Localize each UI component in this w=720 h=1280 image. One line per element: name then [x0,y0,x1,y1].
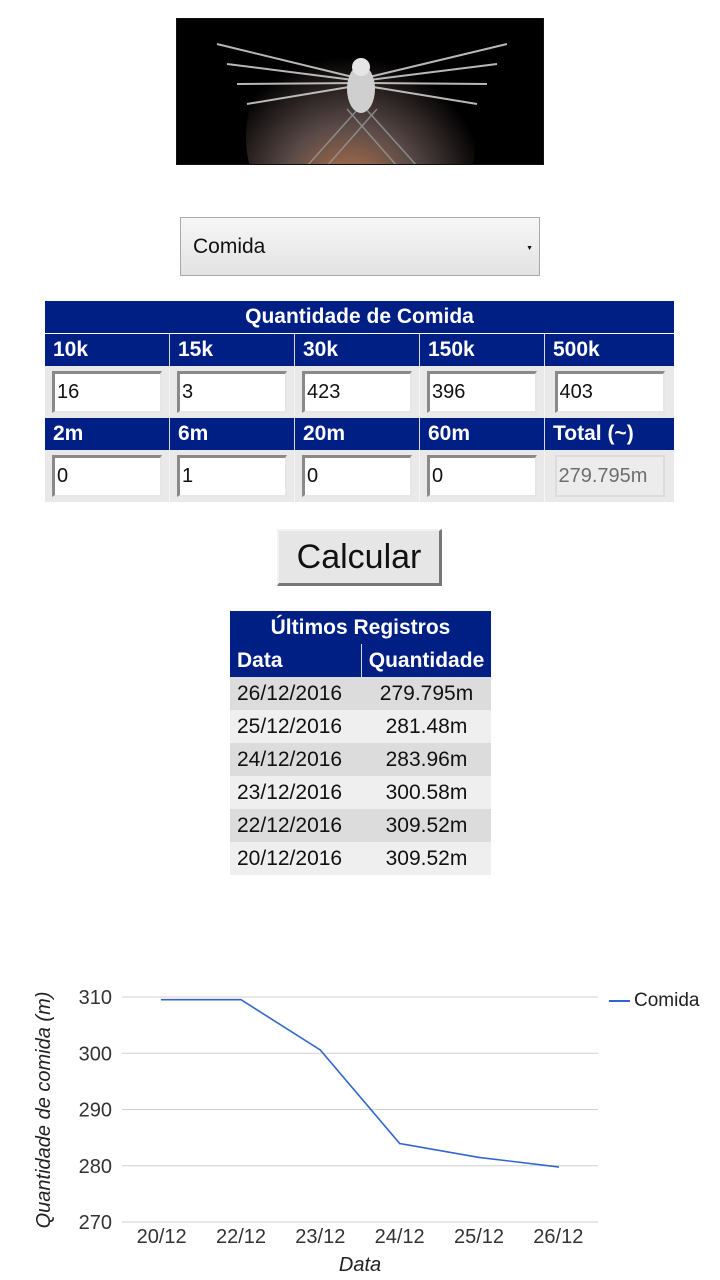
input-20m[interactable] [302,455,412,497]
records-header-row [230,644,491,677]
header-60m: 60m [420,418,545,450]
legend-label: Comida [634,990,700,1011]
dropdown-caret-icon: ▼ [526,245,533,252]
y-tick-label: 300 [78,1043,112,1066]
x-axis-label: Data [338,1254,382,1276]
table-row [230,842,491,875]
header-150k: 150k [420,334,545,366]
data-point [478,1157,480,1159]
table-row [230,776,491,809]
record-qty: 300.58m [385,780,468,804]
record-date: 23/12/2016 [237,780,343,804]
header-6m: 6m [170,418,295,450]
x-tick-label: 26/12 [533,1226,584,1248]
input-6m[interactable] [177,455,287,497]
quantity-input-row-1 [45,366,674,418]
record-qty: 281.48m [385,714,468,738]
data-point [399,1143,401,1145]
resource-select[interactable] [180,217,540,276]
table-row [230,809,491,842]
banner-image [176,18,544,165]
data-point [161,999,163,1001]
input-10k[interactable] [52,371,162,413]
data-point [558,1166,560,1168]
quantity-table-title: Quantidade de Comida [45,301,674,333]
input-150k[interactable] [427,371,537,413]
records-col-qty: Quantidade [362,644,491,677]
y-tick-label: 310 [78,987,112,1009]
record-qty: 309.52m [385,846,468,870]
record-date: 26/12/2016 [237,681,343,705]
header-500k: 500k [545,334,674,366]
series-line-comida [162,1000,559,1167]
resource-select-value: Comida [193,234,266,258]
header-20m: 20m [295,418,420,450]
table-row [230,677,491,710]
header-15k: 15k [170,334,295,366]
record-date: 24/12/2016 [237,747,343,771]
y-tick-label: 290 [78,1099,112,1122]
x-tick-label: 25/12 [453,1226,505,1248]
record-date: 20/12/2016 [237,846,343,870]
x-tick-label: 20/12 [136,1226,187,1248]
data-point [320,1049,322,1051]
record-date: 22/12/2016 [237,813,343,837]
y-axis-label: Quantidade de comida (m) [33,991,55,1229]
records-title: Últimos Registros [230,611,491,644]
input-60m[interactable] [427,455,537,497]
record-qty: 309.52m [385,813,468,837]
total-output [555,455,665,497]
header-total: Total (~) [545,418,674,450]
records-col-date: Data [230,644,362,677]
header-10k: 10k [45,334,170,366]
record-qty: 279.795m [379,681,474,705]
table-row [230,710,491,743]
input-2m[interactable] [52,455,162,497]
table-row [230,743,491,776]
calculate-button[interactable]: Calcular [277,529,442,586]
record-date: 25/12/2016 [237,714,343,738]
input-500k[interactable] [555,371,665,413]
header-2m: 2m [45,418,170,450]
records-table [230,611,491,875]
input-30k[interactable] [302,371,412,413]
quantity-input-row-2 [45,450,674,502]
data-point [240,999,242,1001]
header-30k: 30k [295,334,420,366]
raven-emblem-icon [177,19,544,165]
record-qty: 283.96m [385,747,468,771]
y-tick-label: 280 [78,1155,112,1178]
quantity-header-row-1 [45,334,674,366]
input-15k[interactable] [177,371,287,413]
y-tick-label: 270 [78,1212,112,1234]
food-line-chart [0,960,720,1280]
x-tick-label: 23/12 [295,1226,346,1248]
x-tick-label: 24/12 [374,1226,425,1248]
quantity-header-row-2 [45,418,674,450]
x-tick-label: 22/12 [215,1226,267,1248]
